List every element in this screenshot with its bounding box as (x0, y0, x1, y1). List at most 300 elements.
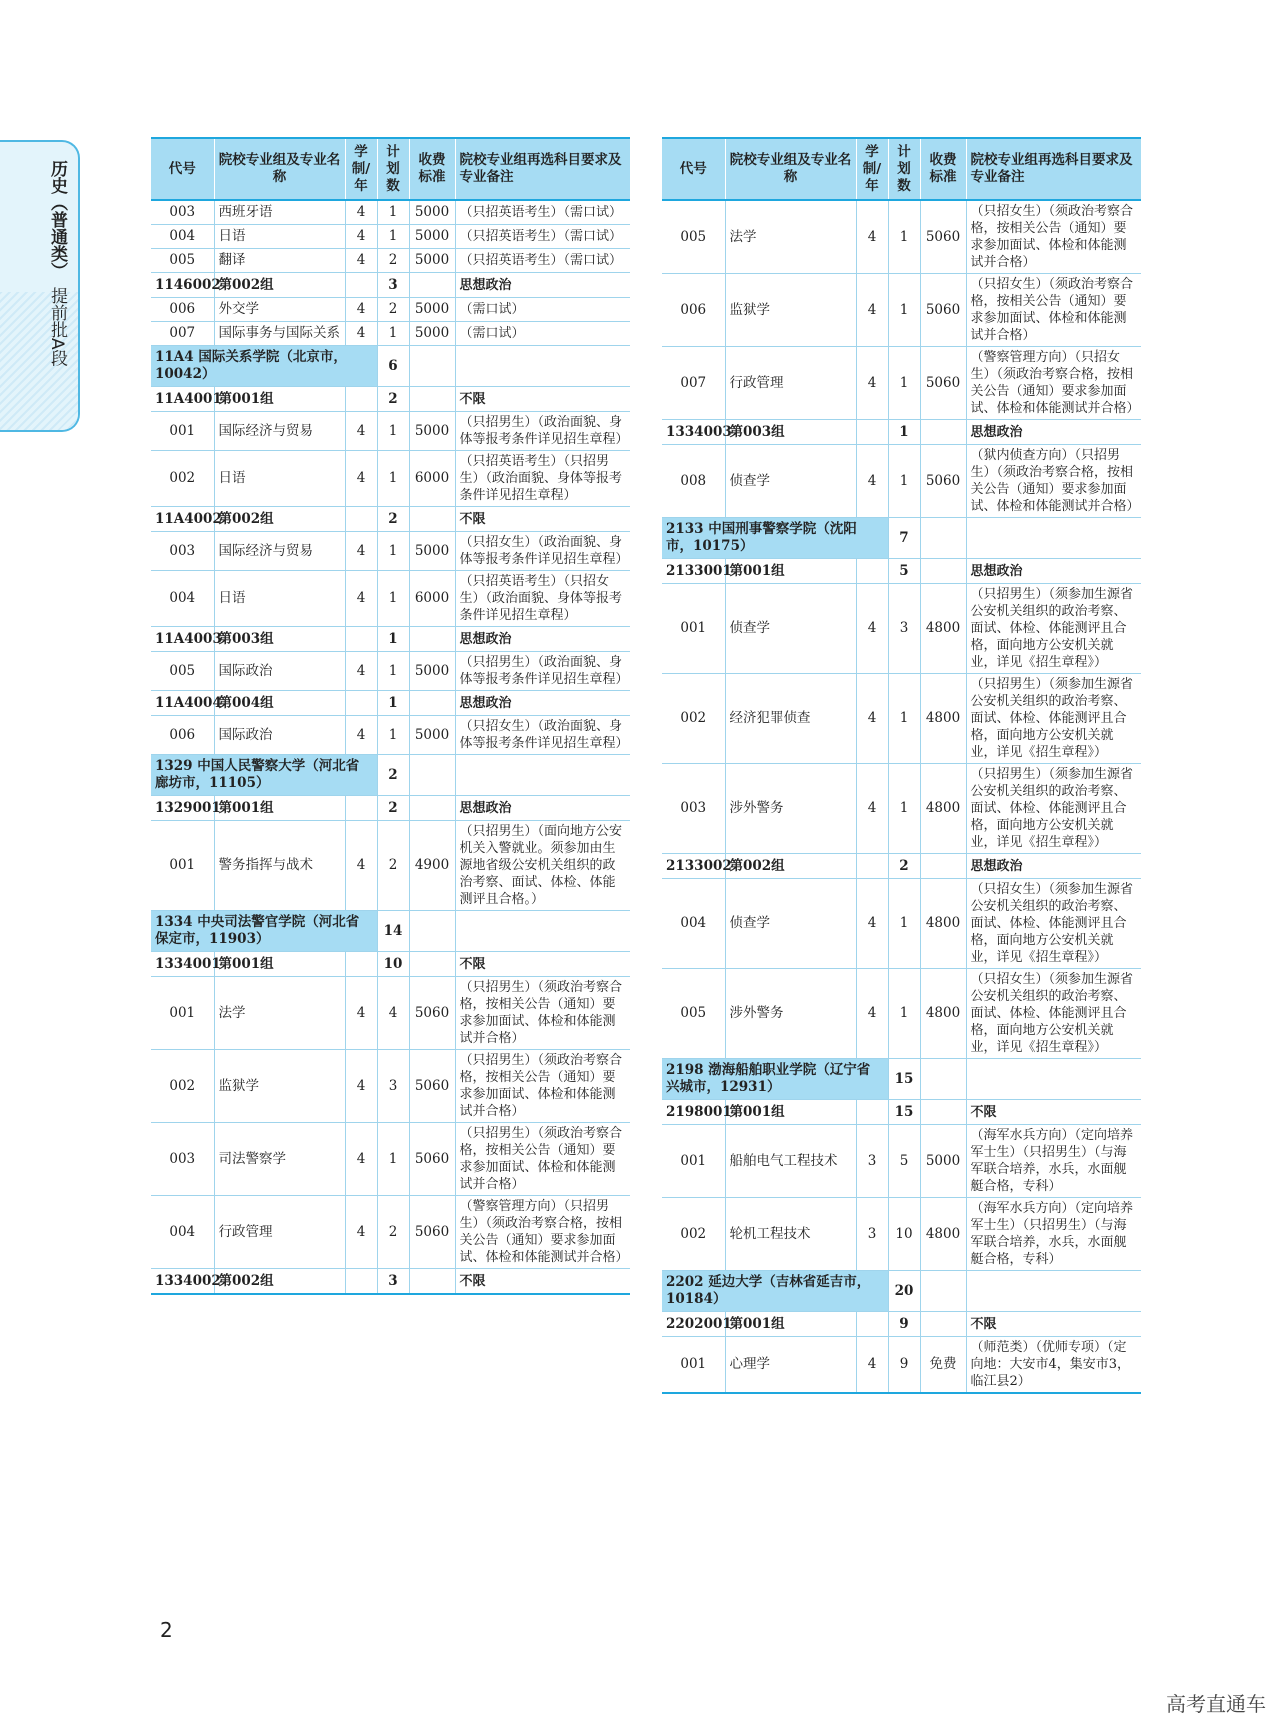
study-years: 4 (856, 1337, 888, 1394)
major-row (662, 584, 1141, 674)
study-years: 4 (856, 445, 888, 518)
empty-cell (345, 796, 377, 821)
major-code: 001 (151, 977, 214, 1050)
major-note: （只招男生）（须参加生源省公安机关组织的政治考察、面试、体检、体能测评且合格，面向地方公安机关就业，详见《招生章程》） (966, 584, 1141, 674)
institution-name: 2202 延边大学（吉林省延吉市，10184） (662, 1271, 888, 1312)
group-row (662, 1100, 1141, 1125)
institution-row (151, 911, 630, 952)
tuition-fee: 5060 (920, 200, 966, 274)
group-code: 11A4004 (151, 691, 214, 716)
major-name: 行政管理 (214, 1196, 345, 1269)
major-name: 侦查学 (725, 879, 856, 969)
plan-count: 1 (888, 969, 920, 1059)
subject-requirement: 思想政治 (966, 420, 1141, 445)
major-code: 001 (662, 1337, 725, 1394)
tuition-fee: 5000 (409, 200, 455, 225)
tuition-fee: 5000 (409, 298, 455, 322)
major-name: 司法警察学 (214, 1123, 345, 1196)
plan-count: 1 (377, 627, 409, 652)
major-row (151, 322, 630, 346)
category-side-tab (0, 140, 80, 432)
major-row (662, 1337, 1141, 1394)
major-note: （只招英语考生）（需口试） (455, 249, 630, 273)
major-note: （只招男生）（须政治考察合格，按相关公告（通知）要求参加面试、体检和体能测试并合格） (455, 1123, 630, 1196)
empty-cell (409, 387, 455, 412)
plan-count: 2 (377, 387, 409, 412)
study-years: 4 (345, 571, 377, 627)
major-row (662, 764, 1141, 854)
group-name: 第004组 (214, 691, 345, 716)
major-row (151, 1050, 630, 1123)
empty-cell (856, 420, 888, 445)
group-code: 1334002 (151, 1269, 214, 1295)
empty-cell (345, 387, 377, 412)
major-code: 007 (662, 347, 725, 420)
institution-name: 1334 中央司法警官学院（河北省保定市，11903） (151, 911, 377, 952)
page-number: 2 (160, 1618, 173, 1642)
tuition-fee: 4800 (920, 764, 966, 854)
plan-count: 14 (377, 911, 409, 952)
tuition-fee: 6000 (409, 571, 455, 627)
group-code: 11A4002 (151, 507, 214, 532)
institution-row (662, 518, 1141, 559)
subject-requirement: 不限 (455, 387, 630, 412)
study-years: 4 (345, 451, 377, 507)
major-code: 001 (662, 1125, 725, 1198)
institution-name: 1329 中国人民警察大学（河北省廊坊市，11105） (151, 755, 377, 796)
major-note: （只招英语考生）（只招女生）（政治面貌、身体等报考条件详见招生章程） (455, 571, 630, 627)
watermark: 高考直通车 (1166, 1692, 1266, 1716)
study-years: 4 (856, 200, 888, 274)
study-years: 4 (345, 1196, 377, 1269)
major-code: 002 (662, 674, 725, 764)
major-code: 006 (151, 298, 214, 322)
group-code: 2133001 (662, 559, 725, 584)
table-header (151, 138, 630, 200)
major-note: （海军水兵方向）（定向培养军士生）（只招男生）（与海军联合培养，水兵，水面舰艇合格，专科） (966, 1125, 1141, 1198)
major-note: （只招女生）（政治面貌、身体等报考条件详见招生章程） (455, 532, 630, 571)
empty-cell (966, 1059, 1141, 1100)
tuition-fee: 5000 (409, 716, 455, 755)
plan-count: 7 (888, 518, 920, 559)
major-name: 国际经济与贸易 (214, 412, 345, 451)
plan-count: 1 (377, 716, 409, 755)
empty-cell (920, 854, 966, 879)
plan-count: 6 (377, 346, 409, 387)
major-row (151, 977, 630, 1050)
group-name: 第003组 (214, 627, 345, 652)
plan-count: 1 (377, 1123, 409, 1196)
major-row (662, 1198, 1141, 1271)
empty-cell (920, 1100, 966, 1125)
tuition-fee: 5060 (920, 445, 966, 518)
major-code: 004 (662, 879, 725, 969)
empty-cell (345, 627, 377, 652)
major-row (151, 225, 630, 249)
group-code: 1334001 (151, 952, 214, 977)
plan-count: 5 (888, 559, 920, 584)
group-name: 第002组 (214, 273, 345, 298)
major-row (662, 200, 1141, 274)
subject-requirement: 思想政治 (455, 627, 630, 652)
major-name: 监狱学 (725, 274, 856, 347)
empty-cell (409, 346, 455, 387)
major-name: 日语 (214, 451, 345, 507)
empty-cell (856, 1100, 888, 1125)
study-years: 4 (856, 764, 888, 854)
major-row (662, 969, 1141, 1059)
plan-count: 3 (377, 1050, 409, 1123)
major-code: 004 (151, 225, 214, 249)
tuition-fee: 5060 (409, 1050, 455, 1123)
admission-table-right (662, 137, 1141, 1394)
major-note: （只招女生）（须政治考察合格，按相关公告（通知）要求参加面试、体检和体能测试并合格） (966, 200, 1141, 274)
left-column (151, 137, 630, 1295)
plan-count: 5 (888, 1125, 920, 1198)
group-row (151, 1269, 630, 1295)
tuition-fee: 5000 (409, 322, 455, 346)
right-column (662, 137, 1141, 1394)
institution-name: 2198 渤海船舶职业学院（辽宁省兴城市，12931） (662, 1059, 888, 1100)
tuition-fee: 4800 (920, 584, 966, 674)
major-code: 005 (151, 652, 214, 691)
tuition-fee: 5060 (920, 274, 966, 347)
major-code: 005 (662, 969, 725, 1059)
major-name: 法学 (214, 977, 345, 1050)
major-name: 经济犯罪侦查 (725, 674, 856, 764)
plan-count: 3 (377, 273, 409, 298)
plan-count: 2 (377, 796, 409, 821)
major-note: （只招女生）（政治面貌、身体等报考条件详见招生章程） (455, 716, 630, 755)
study-years: 4 (345, 716, 377, 755)
table-body-left (151, 200, 630, 1294)
major-note: （只招女生）（须参加生源省公安机关组织的政治考察、面试、体检、体能测评且合格，面向地方公安机关就业，详见《招生章程》） (966, 879, 1141, 969)
plan-count: 1 (377, 225, 409, 249)
major-note: （只招男生）（须政治考察合格，按相关公告（通知）要求参加面试、体检和体能测试并合格） (455, 977, 630, 1050)
group-row (151, 691, 630, 716)
empty-cell (409, 1269, 455, 1295)
group-row (662, 559, 1141, 584)
major-code: 004 (151, 571, 214, 627)
major-row (151, 716, 630, 755)
group-code: 1146002 (151, 273, 214, 298)
plan-count: 1 (888, 445, 920, 518)
header-note: 院校专业组再选科目要求及专业备注 (455, 138, 630, 200)
study-years: 4 (856, 274, 888, 347)
major-row (151, 298, 630, 322)
major-note: （海军水兵方向）（定向培养军士生）（只招男生）（与海军联合培养，水兵，水面舰艇合格，专科） (966, 1198, 1141, 1271)
study-years: 4 (856, 347, 888, 420)
group-name: 第002组 (214, 507, 345, 532)
subject-requirement: 思想政治 (966, 854, 1141, 879)
group-code: 1334003 (662, 420, 725, 445)
institution-name: 2133 中国刑事警察学院（沈阳市，10175） (662, 518, 888, 559)
study-years: 4 (345, 652, 377, 691)
empty-cell (409, 273, 455, 298)
subject-requirement: 不限 (455, 507, 630, 532)
major-row (151, 451, 630, 507)
institution-row (662, 1271, 1141, 1312)
group-name: 第001组 (214, 952, 345, 977)
header-fee: 收费标准 (409, 138, 455, 200)
study-years: 4 (856, 969, 888, 1059)
plan-count: 20 (888, 1271, 920, 1312)
group-name: 第001组 (725, 559, 856, 584)
group-row (151, 796, 630, 821)
major-note: （只招男生）（政治面貌、身体等报考条件详见招生章程） (455, 652, 630, 691)
plan-count: 1 (888, 674, 920, 764)
header-name: 院校专业组及专业名称 (214, 138, 345, 200)
empty-cell (455, 911, 630, 952)
major-row (662, 274, 1141, 347)
group-row (662, 1312, 1141, 1337)
plan-count: 2 (377, 755, 409, 796)
plan-count: 15 (888, 1059, 920, 1100)
empty-cell (920, 518, 966, 559)
group-name: 第001组 (725, 1100, 856, 1125)
group-name: 第003组 (725, 420, 856, 445)
plan-count: 9 (888, 1337, 920, 1394)
study-years: 4 (345, 532, 377, 571)
major-note: （只招女生）（须政治考察合格，按相关公告（通知）要求参加面试、体检和体能测试并合格） (966, 274, 1141, 347)
major-note: （需口试） (455, 298, 630, 322)
major-note: （需口试） (455, 322, 630, 346)
study-years: 4 (345, 298, 377, 322)
major-note: （只招英语考生）（需口试） (455, 200, 630, 225)
major-note: （只招女生）（须参加生源省公安机关组织的政治考察、面试、体检、体能测评且合格，面向地方公安机关就业，详见《招生章程》） (966, 969, 1141, 1059)
major-note: （只招男生）（政治面貌、身体等报考条件详见招生章程） (455, 412, 630, 451)
group-code: 2202001 (662, 1312, 725, 1337)
study-years: 4 (345, 322, 377, 346)
plan-count: 4 (377, 977, 409, 1050)
plan-count: 1 (377, 322, 409, 346)
tuition-fee: 5000 (409, 225, 455, 249)
empty-cell (455, 346, 630, 387)
tuition-fee: 5060 (409, 1123, 455, 1196)
study-years: 4 (345, 412, 377, 451)
group-code: 1329001 (151, 796, 214, 821)
major-note: （只招男生）（须参加生源省公安机关组织的政治考察、面试、体检、体能测评且合格，面向地方公安机关就业，详见《招生章程》） (966, 764, 1141, 854)
tuition-fee: 6000 (409, 451, 455, 507)
empty-cell (345, 952, 377, 977)
empty-cell (920, 1271, 966, 1312)
major-row (151, 532, 630, 571)
empty-cell (409, 796, 455, 821)
subject-requirement: 思想政治 (966, 559, 1141, 584)
group-name: 第002组 (214, 1269, 345, 1295)
major-name: 心理学 (725, 1337, 856, 1394)
major-name: 西班牙语 (214, 200, 345, 225)
plan-count: 2 (377, 298, 409, 322)
study-years: 4 (345, 821, 377, 911)
subject-requirement: 不限 (455, 952, 630, 977)
major-code: 006 (662, 274, 725, 347)
subject-requirement: 不限 (966, 1312, 1141, 1337)
study-years: 4 (345, 249, 377, 273)
group-row (151, 507, 630, 532)
major-name: 涉外警务 (725, 969, 856, 1059)
institution-name: 11A4 国际关系学院（北京市，10042） (151, 346, 377, 387)
plan-count: 1 (888, 347, 920, 420)
major-code: 003 (151, 1123, 214, 1196)
major-name: 侦查学 (725, 584, 856, 674)
plan-count: 3 (888, 584, 920, 674)
header-fee: 收费标准 (920, 138, 966, 200)
group-row (151, 627, 630, 652)
major-name: 警务指挥与战术 (214, 821, 345, 911)
tuition-fee: 4800 (920, 674, 966, 764)
major-code: 006 (151, 716, 214, 755)
subject-requirement: 思想政治 (455, 796, 630, 821)
empty-cell (920, 420, 966, 445)
empty-cell (409, 691, 455, 716)
tuition-fee: 4900 (409, 821, 455, 911)
major-row (151, 249, 630, 273)
empty-cell (856, 1312, 888, 1337)
empty-cell (345, 507, 377, 532)
plan-count: 9 (888, 1312, 920, 1337)
major-note: （只招男生）（须参加生源省公安机关组织的政治考察、面试、体检、体能测评且合格，面向地方公安机关就业，详见《招生章程》） (966, 674, 1141, 764)
major-code: 008 (662, 445, 725, 518)
empty-cell (345, 1269, 377, 1295)
tuition-fee: 5060 (920, 347, 966, 420)
major-code: 005 (151, 249, 214, 273)
empty-cell (920, 1312, 966, 1337)
tuition-fee: 5000 (409, 532, 455, 571)
major-note: （警察管理方向）（只招女生）（须政治考察合格，按相关公告（通知）要求参加面试、体检和体能测试并合格） (966, 347, 1141, 420)
tuition-fee: 5060 (409, 1196, 455, 1269)
major-note: （只招男生）（须政治考察合格，按相关公告（通知）要求参加面试、体检和体能测试并合格） (455, 1050, 630, 1123)
group-row (662, 420, 1141, 445)
header-years: 学制/年 (345, 138, 377, 200)
admission-table-left (151, 137, 630, 1295)
study-years: 4 (345, 1050, 377, 1123)
group-name: 第001组 (725, 1312, 856, 1337)
study-years: 4 (345, 977, 377, 1050)
header-code: 代号 (151, 138, 214, 200)
empty-cell (920, 559, 966, 584)
major-code: 004 (151, 1196, 214, 1269)
major-row (151, 1196, 630, 1269)
tuition-fee: 5000 (920, 1125, 966, 1198)
major-code: 002 (151, 1050, 214, 1123)
major-code: 002 (662, 1198, 725, 1271)
group-code: 2133002 (662, 854, 725, 879)
subject-requirement: 思想政治 (455, 691, 630, 716)
group-code: 2198001 (662, 1100, 725, 1125)
empty-cell (409, 507, 455, 532)
study-years: 4 (345, 200, 377, 225)
empty-cell (966, 518, 1141, 559)
major-row (151, 200, 630, 225)
subject-requirement: 不限 (966, 1100, 1141, 1125)
major-row (662, 879, 1141, 969)
plan-count: 3 (377, 1269, 409, 1295)
plan-count: 1 (377, 200, 409, 225)
header-plan: 计划数 (888, 138, 920, 200)
study-years: 4 (856, 584, 888, 674)
plan-count: 2 (377, 1196, 409, 1269)
tuition-fee: 4800 (920, 879, 966, 969)
tuition-fee: 5000 (409, 249, 455, 273)
tuition-fee: 4800 (920, 1198, 966, 1271)
major-code: 001 (151, 412, 214, 451)
plan-count: 1 (888, 764, 920, 854)
major-name: 船舶电气工程技术 (725, 1125, 856, 1198)
major-name: 监狱学 (214, 1050, 345, 1123)
empty-cell (920, 1059, 966, 1100)
major-note: （师范类）（优师专项）（定向地：大安市4，集安市3，临江县2） (966, 1337, 1141, 1394)
plan-count: 2 (377, 821, 409, 911)
plan-count: 2 (377, 507, 409, 532)
major-name: 国际经济与贸易 (214, 532, 345, 571)
major-note: （狱内侦查方向）（只招男生）（须政治考察合格，按相关公告（通知）要求参加面试、体检和体能测试并合格） (966, 445, 1141, 518)
study-years: 4 (345, 225, 377, 249)
empty-cell (856, 559, 888, 584)
major-name: 日语 (214, 225, 345, 249)
group-name: 第001组 (214, 387, 345, 412)
group-row (151, 387, 630, 412)
subject-requirement: 思想政治 (455, 273, 630, 298)
plan-count: 1 (377, 691, 409, 716)
tuition-fee: 4800 (920, 969, 966, 1059)
study-years: 4 (345, 1123, 377, 1196)
major-name: 国际事务与国际关系 (214, 322, 345, 346)
major-code: 003 (151, 532, 214, 571)
major-name: 国际政治 (214, 652, 345, 691)
plan-count: 1 (888, 420, 920, 445)
table-body-right (662, 200, 1141, 1393)
major-row (662, 1125, 1141, 1198)
major-code: 003 (662, 764, 725, 854)
major-row (662, 347, 1141, 420)
group-row (151, 952, 630, 977)
subject-requirement: 不限 (455, 1269, 630, 1295)
empty-cell (345, 273, 377, 298)
tuition-fee: 免费 (920, 1337, 966, 1394)
group-code: 11A4001 (151, 387, 214, 412)
empty-cell (409, 952, 455, 977)
header-code: 代号 (662, 138, 725, 200)
header-years: 学制/年 (856, 138, 888, 200)
empty-cell (455, 755, 630, 796)
major-code: 002 (151, 451, 214, 507)
institution-row (151, 346, 630, 387)
study-years: 4 (856, 879, 888, 969)
group-row (662, 854, 1141, 879)
header-note: 院校专业组再选科目要求及专业备注 (966, 138, 1141, 200)
major-code: 005 (662, 200, 725, 274)
study-years: 3 (856, 1198, 888, 1271)
tuition-fee: 5000 (409, 412, 455, 451)
major-name: 法学 (725, 200, 856, 274)
empty-cell (409, 911, 455, 952)
group-row (151, 273, 630, 298)
plan-count: 1 (377, 451, 409, 507)
major-code: 001 (151, 821, 214, 911)
plan-count: 1 (377, 652, 409, 691)
side-tab-batch: 提前批A段 (47, 287, 67, 367)
empty-cell (966, 1271, 1141, 1312)
tuition-fee: 5060 (409, 977, 455, 1050)
major-name: 轮机工程技术 (725, 1198, 856, 1271)
major-name: 外交学 (214, 298, 345, 322)
major-row (151, 571, 630, 627)
major-row (151, 1123, 630, 1196)
plan-count: 2 (888, 854, 920, 879)
plan-count: 1 (377, 532, 409, 571)
plan-count: 1 (888, 879, 920, 969)
